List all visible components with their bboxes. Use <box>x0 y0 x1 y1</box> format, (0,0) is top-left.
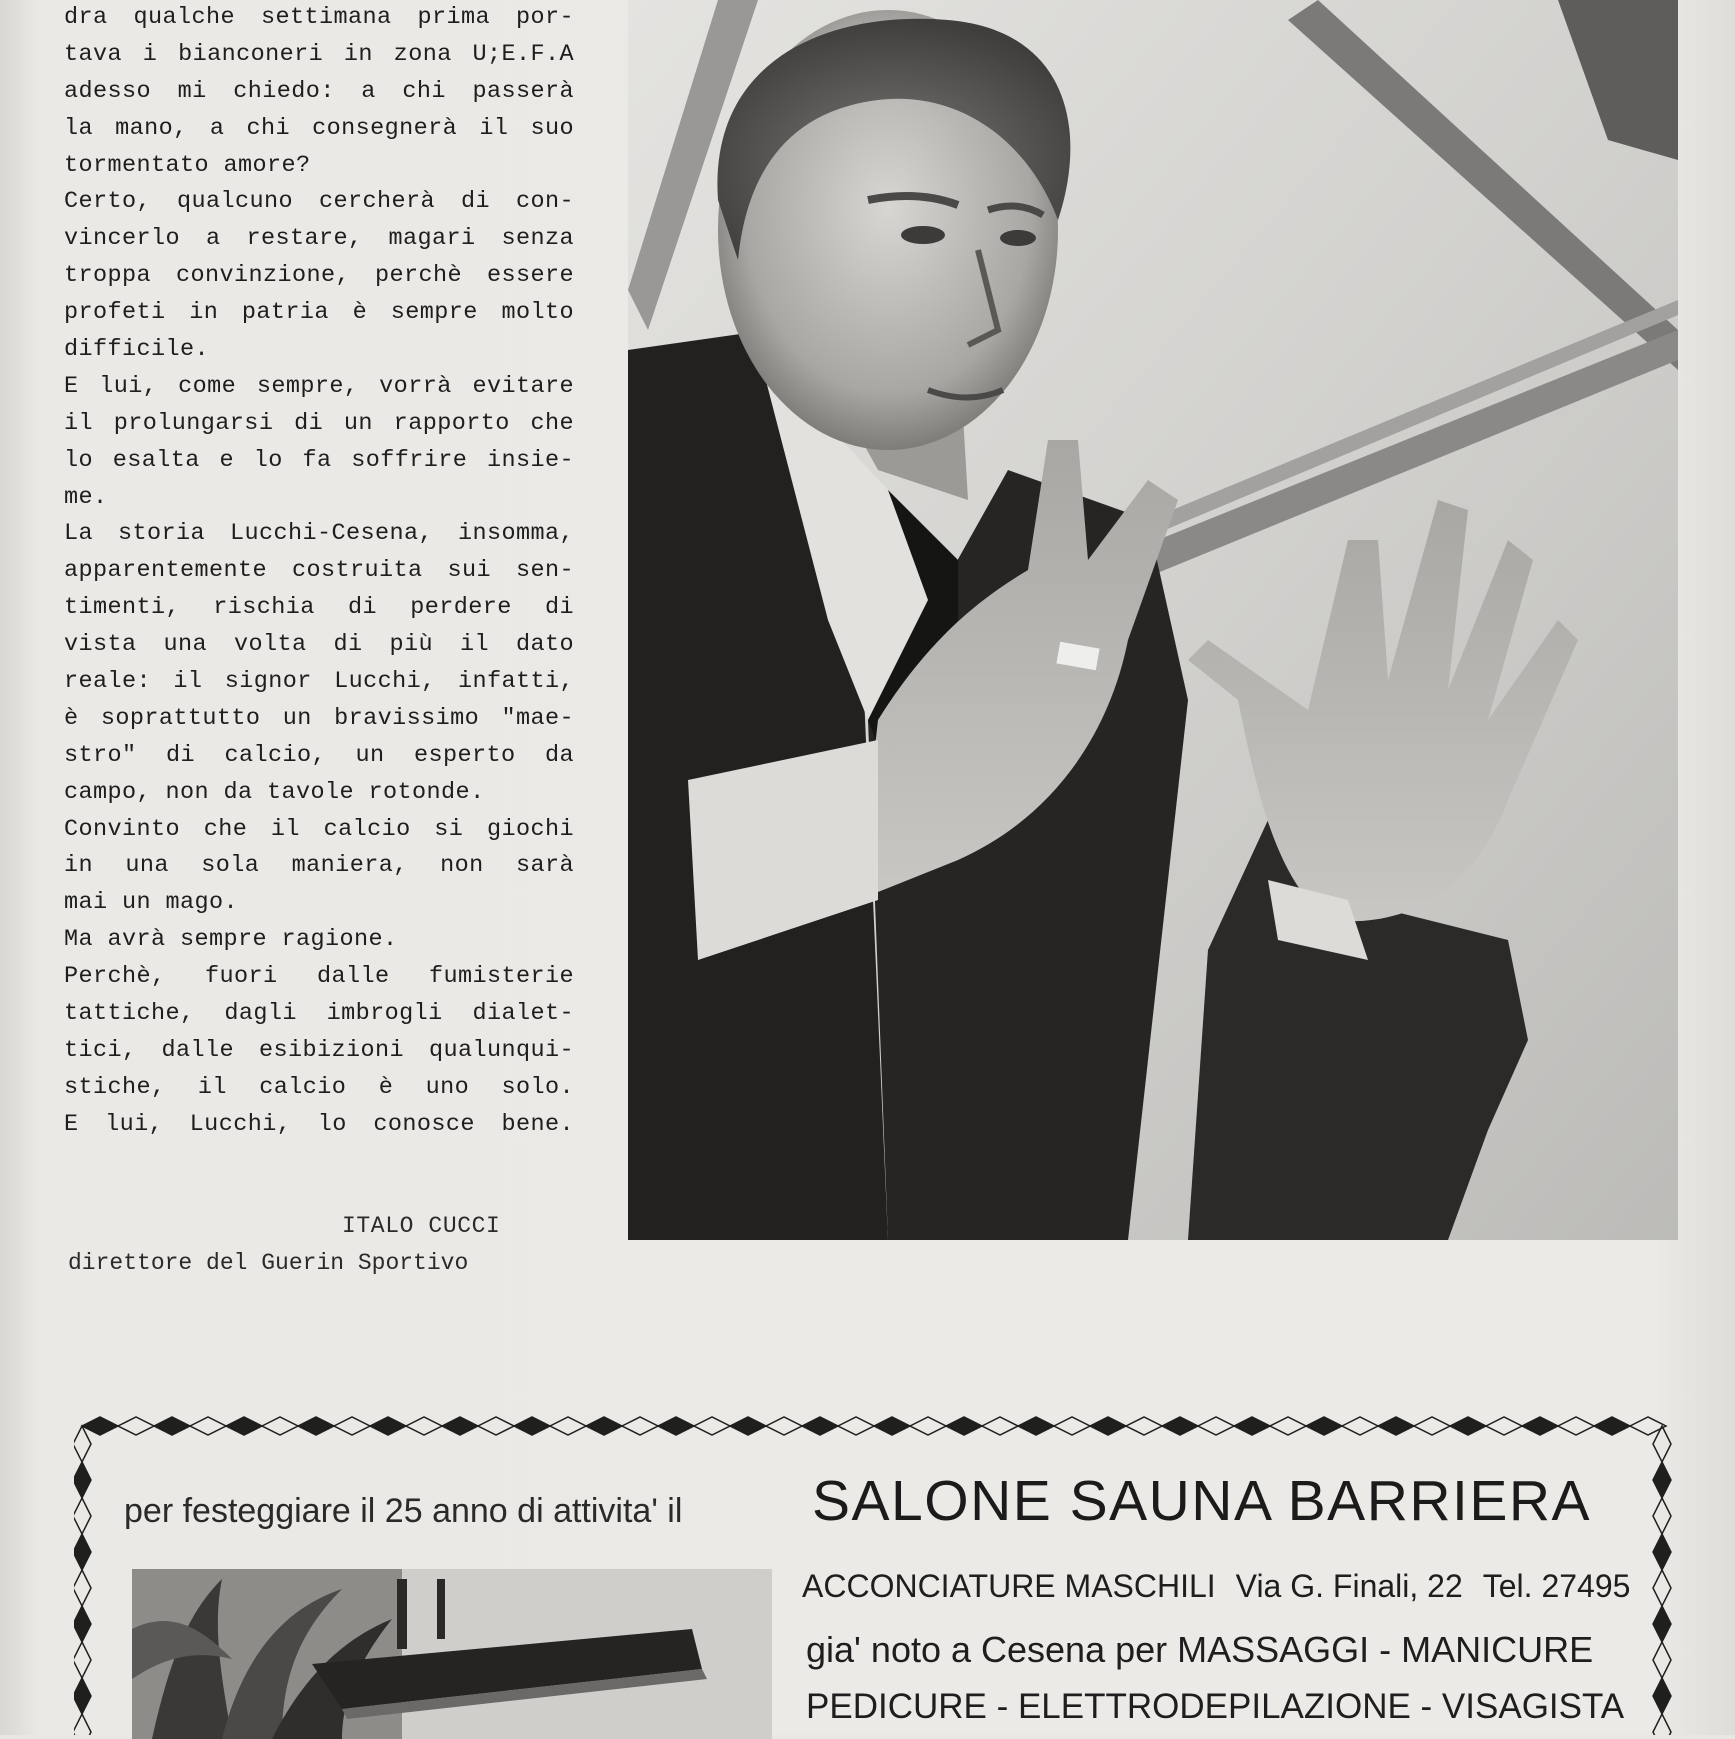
border-diamond <box>586 1417 622 1435</box>
border-diamond <box>946 1417 982 1435</box>
article-line: tici, dalle esibizioni qualunqui- <box>64 1036 574 1064</box>
border-diamond <box>370 1417 406 1435</box>
border-diamond <box>1486 1417 1522 1435</box>
article-line: la mano, a chi consegnerà il suo <box>64 114 574 142</box>
ad-title: SALONE SAUNA BARRIERA <box>812 1469 1592 1533</box>
article-line: E lui, Lucchi, lo conosce bene. <box>64 1110 574 1138</box>
border-diamond <box>1653 1642 1671 1678</box>
border-diamond <box>1653 1462 1671 1498</box>
border-diamond <box>1630 1417 1666 1435</box>
ad-services-line: gia' noto a Cesena per MASSAGGI - MANICURE <box>806 1629 1594 1670</box>
border-diamond <box>154 1417 190 1435</box>
border-diamond <box>478 1417 514 1435</box>
border-diamond <box>1594 1417 1630 1435</box>
border-diamond <box>74 1606 91 1642</box>
article-line: è soprattutto un bravissimo "mae- <box>64 704 574 732</box>
article-line: tormentato amore? <box>64 151 311 179</box>
article-line: E lui, come sempre, vorrà evitare <box>64 372 574 400</box>
ad-address: Via G. Finali, 22 <box>1235 1568 1463 1604</box>
article-line: Convinto che il calcio si giochi <box>64 815 574 843</box>
border-diamond <box>74 1462 91 1498</box>
border-diamond <box>766 1417 802 1435</box>
border-diamond <box>694 1417 730 1435</box>
border-diamond <box>802 1417 838 1435</box>
article-line: apparentemente costruita sui sen- <box>64 557 574 585</box>
border-diamond <box>874 1417 910 1435</box>
border-diamond <box>334 1417 370 1435</box>
border-diamond <box>190 1417 226 1435</box>
border-diamond <box>74 1714 91 1735</box>
sauna-advertisement <box>74 1414 1674 1735</box>
article-line: Ma avrà sempre ragione. <box>64 926 398 954</box>
border-diamond <box>1414 1417 1450 1435</box>
border-diamond <box>74 1426 91 1462</box>
border-diamond <box>730 1417 766 1435</box>
ad-phone: Tel. 27495 <box>1482 1568 1631 1604</box>
article-line: il prolungarsi di un rapporto che <box>64 409 574 437</box>
article-line: timenti, rischia di perdere di <box>64 594 574 622</box>
border-diamond <box>1558 1417 1594 1435</box>
border-diamond <box>1270 1417 1306 1435</box>
border-diamond <box>550 1417 586 1435</box>
border-diamond <box>406 1417 442 1435</box>
border-diamond <box>838 1417 874 1435</box>
article-line: troppa convinzione, perchè essere <box>64 262 574 290</box>
article-line: campo, non da tavole rotonde. <box>64 778 485 806</box>
article-line: vista una volta di più il dato <box>64 631 574 659</box>
salon-photo <box>132 1569 772 1739</box>
article-line: me. <box>64 483 108 511</box>
border-diamond <box>910 1417 946 1435</box>
border-diamond <box>1198 1417 1234 1435</box>
article-line: tattiche, dagli imbrogli dialet- <box>64 1000 574 1028</box>
article-line: stiche, il calcio è uno solo. <box>64 1073 574 1101</box>
article-line: reale: il signor Lucchi, infatti, <box>64 668 574 696</box>
border-diamond <box>1653 1534 1671 1570</box>
article-column <box>64 0 574 1144</box>
author-name: ITALO CUCCI <box>342 1213 501 1239</box>
border-diamond <box>442 1417 478 1435</box>
ad-services-label: ACCONCIATURE MASCHILI <box>802 1568 1216 1604</box>
border-diamond <box>1126 1417 1162 1435</box>
article-line: tava i bianconeri in zona U;E.F.A <box>64 40 574 68</box>
border-diamond <box>514 1417 550 1435</box>
border-diamond <box>1162 1417 1198 1435</box>
article-line: vincerlo a restare, magari senza <box>64 225 574 253</box>
border-diamond <box>82 1417 118 1435</box>
border-diamond <box>74 1570 91 1606</box>
border-diamond <box>1054 1417 1090 1435</box>
border-diamond <box>658 1417 694 1435</box>
article-line: Certo, qualcuno cercherà di con- <box>64 188 574 216</box>
border-diamond <box>1306 1417 1342 1435</box>
article-signature <box>68 1208 528 1282</box>
author-role: direttore del Guerin Sportivo <box>68 1250 469 1276</box>
ad-services-line-2: PEDICURE - ELETTRODEPILAZIONE - VISAGISTA <box>806 1687 1625 1726</box>
article-line: profeti in patria è sempre molto <box>64 299 574 327</box>
border-diamond <box>1090 1417 1126 1435</box>
border-diamond <box>118 1417 154 1435</box>
border-diamond <box>1653 1498 1671 1534</box>
border-diamond <box>1450 1417 1486 1435</box>
article-line: stro" di calcio, un esperto da <box>64 741 574 769</box>
border-diamond <box>1653 1570 1671 1606</box>
border-diamond <box>74 1642 91 1678</box>
border-diamond <box>1522 1417 1558 1435</box>
article-line: mai un mago. <box>64 889 239 917</box>
border-diamond <box>1653 1678 1671 1714</box>
article-line: adesso mi chiedo: a chi passerà <box>64 77 574 105</box>
border-diamond <box>1653 1606 1671 1642</box>
coach-photo <box>628 0 1678 1240</box>
border-diamond <box>74 1534 91 1570</box>
ad-address-line <box>802 1568 1630 1605</box>
border-diamond <box>1653 1714 1671 1735</box>
border-diamond <box>622 1417 658 1435</box>
article-line: dra qualche settimana prima por- <box>64 4 574 31</box>
border-diamond <box>1234 1417 1270 1435</box>
border-diamond <box>74 1498 91 1534</box>
border-diamond <box>982 1417 1018 1435</box>
border-diamond <box>1378 1417 1414 1435</box>
article-line: difficile. <box>64 336 210 364</box>
border-diamond <box>74 1678 91 1714</box>
ad-intro-text: per festeggiare il 25 anno di attivita' il <box>124 1492 683 1530</box>
border-diamond <box>298 1417 334 1435</box>
article-line: Perchè, fuori dalle fumisterie <box>64 963 574 991</box>
article-line: La storia Lucchi-Cesena, insomma, <box>64 520 574 548</box>
border-diamond <box>226 1417 262 1435</box>
article-line: in una sola maniera, non sarà <box>64 852 574 880</box>
border-diamond <box>262 1417 298 1435</box>
border-diamond <box>1018 1417 1054 1435</box>
article-line: lo esalta e lo fa soffrire insie- <box>64 446 574 474</box>
border-diamond <box>1342 1417 1378 1435</box>
